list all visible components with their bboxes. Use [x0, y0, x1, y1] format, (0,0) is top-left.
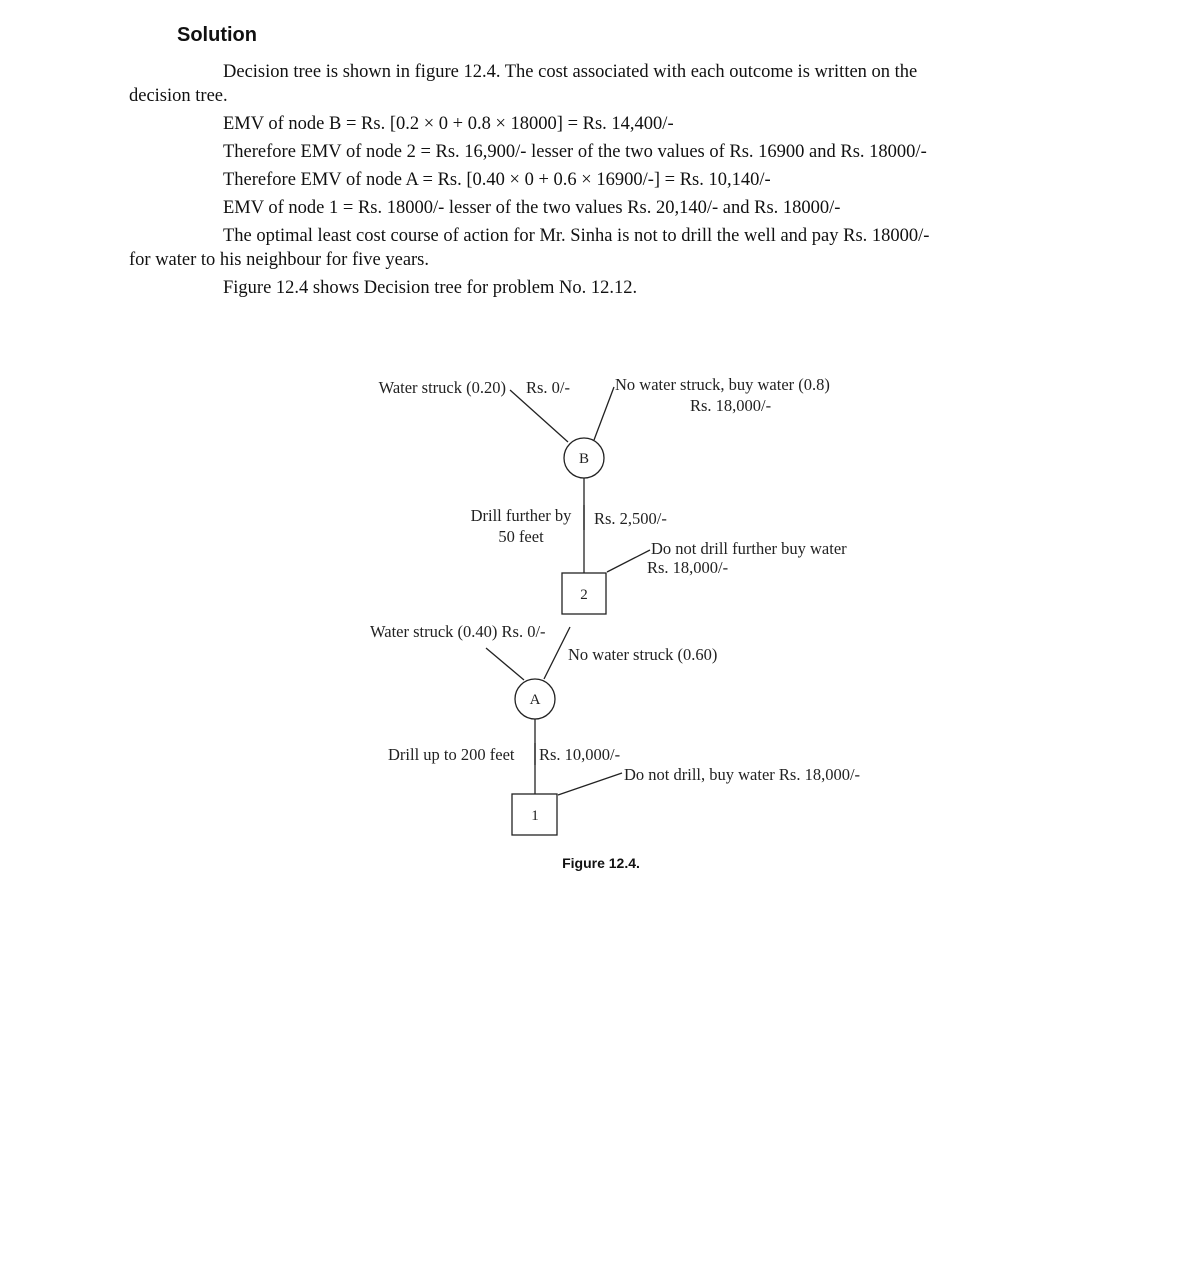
emv-node-1: EMV of node 1 = Rs. 18000/- lesser of the two values Rs. 20,140/- and Rs. 18000/-	[223, 198, 841, 218]
branch-water-struck-b	[510, 390, 568, 442]
branch-no-water-b	[594, 387, 614, 440]
figure-reference: Figure 12.4 shows Decision tree for problem No. 12.12.	[223, 278, 638, 298]
intro-line-1: Decision tree is shown in figure 12.4. The cost associated with each outcome is written on the	[223, 62, 918, 82]
label-drill-further-cost: Rs. 2,500/-	[594, 509, 667, 528]
label-water-struck-a: Water struck (0.40) Rs. 0/-	[370, 622, 546, 641]
decision-node-1-label: 1	[531, 808, 539, 824]
branch-dont-drill-further	[607, 550, 650, 572]
decision-node-2-label: 2	[580, 587, 588, 603]
branch-no-water-a	[544, 627, 570, 679]
label-no-water-a: No water struck (0.60)	[568, 645, 718, 664]
label-cost-water-struck-b: Rs. 0/-	[526, 378, 571, 397]
emv-node-a: Therefore EMV of node A = Rs. [0.40 × 0 + 0.6 × 16900/-] = Rs. 10,140/-	[223, 170, 771, 190]
emv-node-b: EMV of node B = Rs. [0.2 × 0 + 0.8 × 18000] = Rs. 14,400/-	[223, 114, 674, 134]
label-dont-drill: Do not drill, buy water Rs. 18,000/-	[624, 765, 861, 784]
optimal-line-2: for water to his neighbour for five years.	[129, 250, 430, 270]
label-no-water-b-2: Rs. 18,000/-	[690, 396, 772, 415]
label-dont-drill-further-2: Rs. 18,000/-	[647, 558, 729, 577]
emv-node-2: Therefore EMV of node 2 = Rs. 16,900/- lesser of the two values of Rs. 16900 and Rs. 18000/-	[223, 142, 927, 162]
label-dont-drill-further-1: Do not drill further buy water	[651, 539, 847, 558]
label-drill-200-cost: Rs. 10,000/-	[539, 745, 621, 764]
label-water-struck-b: Water struck (0.20)	[378, 378, 506, 397]
label-drill-further-1: Drill further by	[470, 506, 572, 525]
figure-caption: Figure 12.4.	[562, 855, 640, 871]
section-heading: Solution	[177, 24, 257, 46]
optimal-line-1: The optimal least cost course of action for Mr. Sinha is not to drill the well and pay Rs. 18000/-	[223, 226, 930, 246]
chance-node-b-label: B	[578, 451, 590, 467]
chance-node-a-label: A	[529, 692, 541, 708]
label-drill-further-2: 50 feet	[498, 527, 544, 546]
branch-dont-drill	[558, 773, 622, 795]
intro-line-2: decision tree.	[129, 86, 228, 106]
branch-water-struck-a	[486, 648, 524, 680]
label-drill-200: Drill up to 200 feet	[388, 745, 515, 764]
label-no-water-b-1: No water struck, buy water (0.8)	[615, 375, 830, 394]
